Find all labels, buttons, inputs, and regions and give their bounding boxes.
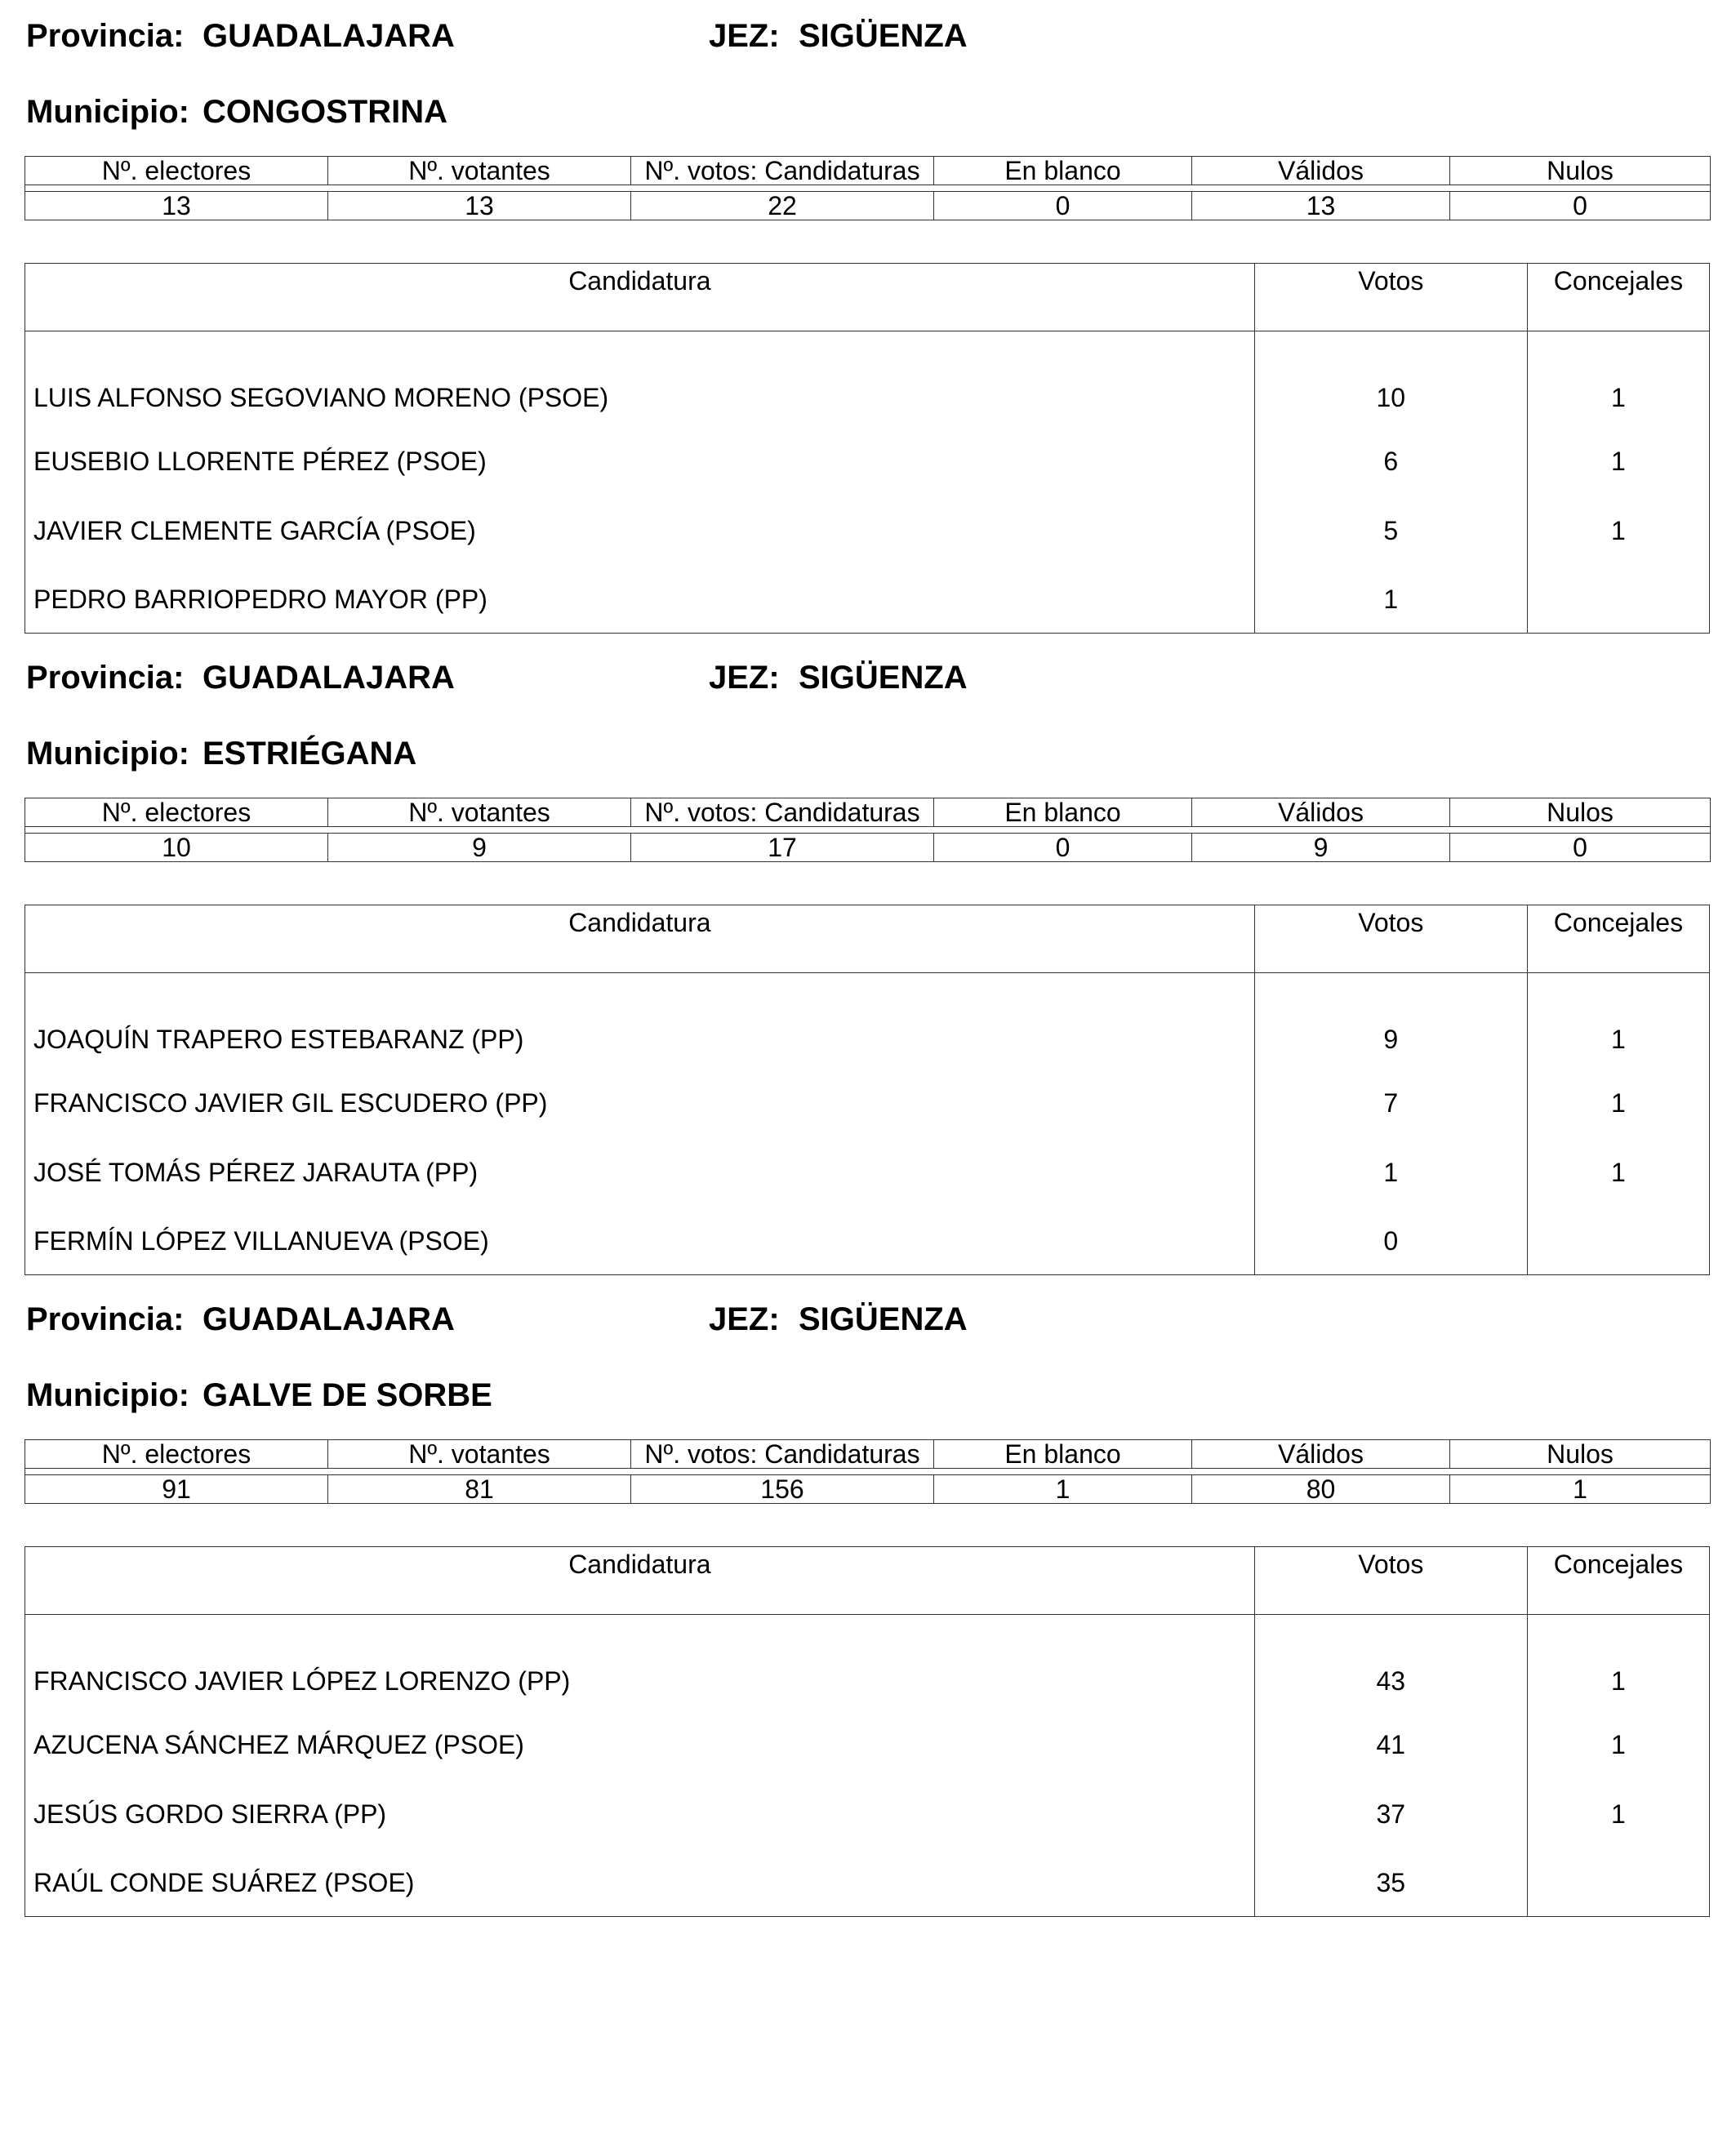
candidate-name: RAÚL CONDE SUÁREZ (PSOE) — [33, 1867, 415, 1897]
candidate-concejales: 1 — [1527, 496, 1709, 566]
candidate-votos: 9 — [1254, 973, 1527, 1070]
candidate-votos: 6 — [1254, 427, 1527, 496]
stats-value-en-blanco: 0 — [934, 192, 1192, 220]
stats-value-nulos: 0 — [1450, 192, 1711, 220]
stats-header-electores: Nº. electores — [25, 1440, 328, 1469]
header-candidatura: Candidatura — [25, 1547, 1255, 1615]
stats-header-votantes: Nº. votantes — [328, 798, 631, 827]
stats-header-nulos: Nulos — [1450, 798, 1711, 827]
stats-header-en-blanco: En blanco — [934, 798, 1192, 827]
candidate-votos: 7 — [1254, 1069, 1527, 1138]
jez-value: SIGÜENZA — [799, 660, 968, 696]
stats-header-electores: Nº. electores — [25, 798, 328, 827]
stats-value-electores: 91 — [25, 1475, 328, 1504]
stats-value-en-blanco: 0 — [934, 834, 1192, 862]
municipio-value: GALVE DE SORBE — [203, 1377, 492, 1413]
stats-header-electores: Nº. electores — [25, 157, 328, 185]
stats-value-electores: 10 — [25, 834, 328, 862]
stats-header-row — [25, 1440, 1711, 1469]
provincia-label: Provincia: — [26, 660, 185, 696]
candidate-votos: 10 — [1254, 331, 1527, 428]
stats-value-votantes: 9 — [328, 834, 631, 862]
jez-label: JEZ: — [709, 660, 780, 696]
candidate-row — [25, 1780, 1710, 1849]
stats-header-row — [25, 798, 1711, 827]
candidate-votos: 5 — [1254, 496, 1527, 566]
candidate-name: FRANCISCO JAVIER LÓPEZ LORENZO (PP) — [33, 1666, 571, 1696]
candidate-row — [25, 1138, 1710, 1207]
stats-value-row — [25, 1475, 1711, 1504]
candidates-header-row — [25, 1547, 1710, 1615]
stats-value-votos-candidaturas: 156 — [631, 1475, 934, 1504]
jez-value: SIGÜENZA — [799, 1301, 968, 1337]
header-candidatura: Candidatura — [25, 905, 1255, 973]
provincia-label: Provincia: — [26, 1301, 185, 1337]
stats-header-validos: Válidos — [1192, 798, 1450, 827]
candidate-name: JOAQUÍN TRAPERO ESTEBARANZ (PP) — [33, 1025, 524, 1054]
stats-value-nulos: 0 — [1450, 834, 1711, 862]
candidate-votos: 37 — [1254, 1780, 1527, 1849]
stats-value-electores: 13 — [25, 192, 328, 220]
candidate-concejales: 1 — [1527, 331, 1709, 428]
candidate-votos: 43 — [1254, 1615, 1527, 1711]
jez-value: SIGÜENZA — [799, 18, 968, 54]
candidate-concejales: 1 — [1527, 427, 1709, 496]
candidate-concejales: 1 — [1527, 1710, 1709, 1780]
candidates-header-row — [25, 264, 1710, 331]
provincia-value: GUADALAJARA — [203, 18, 455, 54]
stats-value-validos: 80 — [1192, 1475, 1450, 1504]
header-votos: Votos — [1254, 905, 1527, 973]
candidate-name: EUSEBIO LLORENTE PÉREZ (PSOE) — [33, 447, 487, 476]
candidate-row — [25, 496, 1710, 566]
candidates-table — [24, 905, 1710, 1275]
candidate-name: FRANCISCO JAVIER GIL ESCUDERO (PP) — [33, 1088, 548, 1118]
header-concejales: Concejales — [1527, 264, 1709, 331]
candidate-votos: 41 — [1254, 1710, 1527, 1780]
candidate-name: AZUCENA SÁNCHEZ MÁRQUEZ (PSOE) — [33, 1730, 524, 1759]
municipio-label: Municipio: — [26, 94, 189, 130]
stats-header-votos-candidaturas: Nº. votos: Candidaturas — [631, 798, 934, 827]
candidate-name: JESÚS GORDO SIERRA (PP) — [33, 1799, 387, 1829]
stats-value-votos-candidaturas: 22 — [631, 192, 934, 220]
stats-header-validos: Válidos — [1192, 1440, 1450, 1469]
candidate-row — [25, 566, 1710, 634]
stats-header-nulos: Nulos — [1450, 157, 1711, 185]
header-candidatura: Candidatura — [25, 264, 1255, 331]
candidate-concejales — [1527, 1849, 1709, 1917]
candidate-votos: 1 — [1254, 1138, 1527, 1207]
stats-header-row — [25, 157, 1711, 185]
municipio-label: Municipio: — [26, 736, 189, 772]
stats-header-votos-candidaturas: Nº. votos: Candidaturas — [631, 1440, 934, 1469]
candidate-row — [25, 331, 1710, 428]
stats-value-en-blanco: 1 — [934, 1475, 1192, 1504]
candidate-name: JOSÉ TOMÁS PÉREZ JARAUTA (PP) — [33, 1158, 479, 1187]
candidate-row — [25, 973, 1710, 1070]
candidate-row — [25, 1849, 1710, 1917]
candidate-votos: 0 — [1254, 1207, 1527, 1275]
stats-value-votantes: 81 — [328, 1475, 631, 1504]
stats-header-en-blanco: En blanco — [934, 157, 1192, 185]
header-votos: Votos — [1254, 264, 1527, 331]
provincia-label: Provincia: — [26, 18, 185, 54]
candidate-concejales: 1 — [1527, 1069, 1709, 1138]
candidate-row — [25, 1069, 1710, 1138]
candidate-votos: 1 — [1254, 566, 1527, 634]
stats-value-votantes: 13 — [328, 192, 631, 220]
candidate-row — [25, 1710, 1710, 1780]
provincia-value: GUADALAJARA — [203, 1301, 455, 1337]
stats-value-validos: 9 — [1192, 834, 1450, 862]
candidate-name: FERMÍN LÓPEZ VILLANUEVA (PSOE) — [33, 1225, 489, 1256]
candidate-concejales: 1 — [1527, 973, 1709, 1070]
candidate-row — [25, 1615, 1710, 1711]
candidate-concejales: 1 — [1527, 1615, 1709, 1711]
candidate-concejales: 1 — [1527, 1138, 1709, 1207]
municipio-value: CONGOSTRINA — [203, 94, 447, 130]
candidate-name: LUIS ALFONSO SEGOVIANO MORENO (PSOE) — [33, 383, 609, 412]
candidate-concejales — [1527, 1207, 1709, 1275]
header-concejales: Concejales — [1527, 905, 1709, 973]
stats-header-validos: Válidos — [1192, 157, 1450, 185]
stats-table — [24, 156, 1711, 220]
stats-header-votantes: Nº. votantes — [328, 1440, 631, 1469]
candidate-name: JAVIER CLEMENTE GARCÍA (PSOE) — [33, 516, 476, 545]
stats-value-row — [25, 192, 1711, 220]
stats-value-row — [25, 834, 1711, 862]
stats-value-validos: 13 — [1192, 192, 1450, 220]
candidate-name: PEDRO BARRIOPEDRO MAYOR (PP) — [33, 584, 487, 614]
candidates-table — [24, 263, 1710, 634]
header-votos: Votos — [1254, 1547, 1527, 1615]
candidate-row — [25, 427, 1710, 496]
stats-table — [24, 1439, 1711, 1504]
stats-header-en-blanco: En blanco — [934, 1440, 1192, 1469]
jez-label: JEZ: — [709, 18, 780, 54]
candidate-concejales: 1 — [1527, 1780, 1709, 1849]
provincia-value: GUADALAJARA — [203, 660, 455, 696]
candidate-row — [25, 1207, 1710, 1275]
stats-value-votos-candidaturas: 17 — [631, 834, 934, 862]
stats-header-nulos: Nulos — [1450, 1440, 1711, 1469]
municipio-label: Municipio: — [26, 1377, 189, 1413]
stats-header-votos-candidaturas: Nº. votos: Candidaturas — [631, 157, 934, 185]
municipio-value: ESTRIÉGANA — [203, 736, 417, 772]
candidates-table — [24, 1546, 1710, 1917]
candidate-votos: 35 — [1254, 1849, 1527, 1917]
header-concejales: Concejales — [1527, 1547, 1709, 1615]
jez-label: JEZ: — [709, 1301, 780, 1337]
candidate-concejales — [1527, 566, 1709, 634]
candidates-header-row — [25, 905, 1710, 973]
stats-value-nulos: 1 — [1450, 1475, 1711, 1504]
stats-table — [24, 798, 1711, 862]
stats-header-votantes: Nº. votantes — [328, 157, 631, 185]
